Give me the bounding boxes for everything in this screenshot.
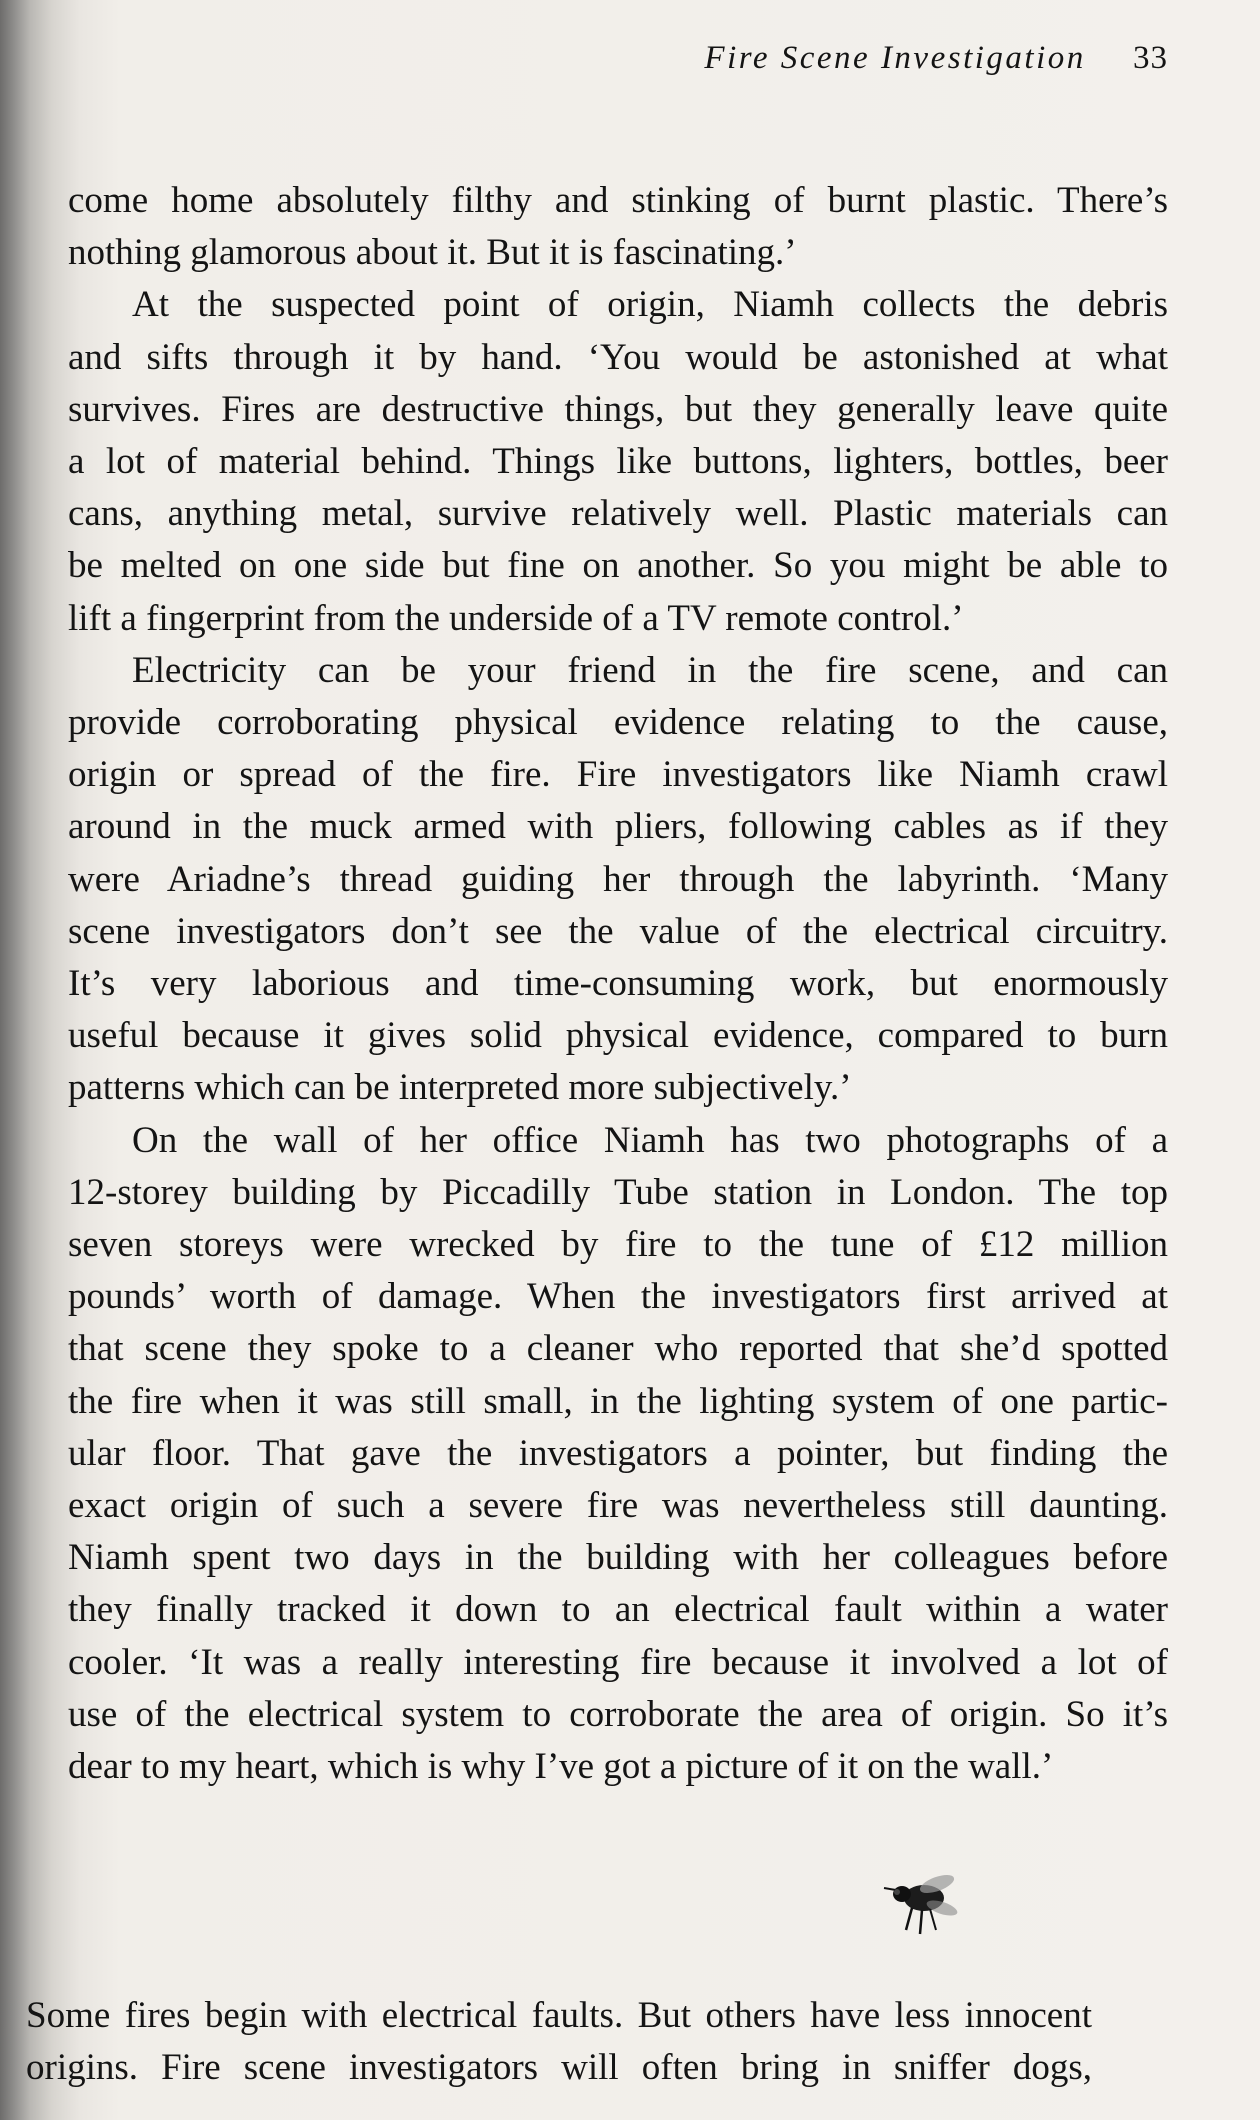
text-line: At the suspected point of origin, Niamh collects the debris — [132, 284, 1168, 326]
text-line: be melted on one side but fine on another. So you might be able to — [68, 545, 1168, 587]
paragraph — [68, 279, 1168, 644]
text-line: nothing glamorous about it. But it is fascinating.’ — [68, 232, 797, 274]
section-text — [26, 1990, 1092, 2094]
paragraph — [68, 175, 1168, 279]
text-line: a lot of material behind. Things like buttons, lighters, bottles, beer — [68, 441, 1168, 483]
fly-icon — [862, 1860, 972, 1950]
chapter-title: Fire Scene Investigation — [704, 40, 1086, 76]
text-line: cooler. ‘It was a really interesting fire because it involved a lot of — [68, 1641, 1168, 1683]
text-line: survives. Fires are destructive things, but they generally leave quite — [68, 388, 1168, 430]
text-line: 12-storey building by Piccadilly Tube station in London. The top — [68, 1171, 1168, 1213]
text-line: Electricity can be your friend in the fire scene, and can — [132, 649, 1168, 691]
text-line: lift a fingerprint from the underside of a TV remote control.’ — [68, 597, 964, 639]
text-line: seven storeys were wrecked by fire to the tune of £12 million — [68, 1224, 1168, 1266]
text-line: On the wall of her office Niamh has two photographs of a — [132, 1119, 1168, 1161]
text-line: come home absolutely filthy and stinking of burnt plastic. There’s — [68, 180, 1168, 221]
text-line: exact origin of such a severe fire was nevertheless still daunting. — [68, 1485, 1168, 1527]
text-line: scene investigators don’t see the value of the electrical circuitry. — [68, 910, 1168, 952]
text-line: and sifts through it by hand. ‘You would be astonished at what — [68, 336, 1168, 378]
text-line: the fire when it was still small, in the lighting system of one partic- — [68, 1380, 1168, 1422]
text-line: they finally tracked it down to an electrical fault within a water — [68, 1589, 1168, 1631]
text-line: were Ariadne’s thread guiding her through the labyrinth. ‘Many — [68, 858, 1168, 900]
text-line: It’s very laborious and time-consuming work, but enormously — [68, 963, 1168, 1005]
text-line: around in the muck armed with pliers, following cables as if they — [68, 806, 1168, 848]
text-line: ular floor. That gave the investigators a pointer, but finding the — [68, 1432, 1168, 1474]
page-number: 33 — [1133, 40, 1168, 76]
text-line: useful because it gives solid physical evidence, compared to burn — [68, 1015, 1168, 1057]
text-line: origin or spread of the fire. Fire investigators like Niamh crawl — [68, 754, 1168, 796]
text-line: origins. Fire scene investigators will often bring in sniffer dogs, — [26, 2047, 1092, 2088]
text-line: dear to my heart, which is why I’ve got a picture of it on the wall.’ — [68, 1746, 1054, 1788]
text-line: patterns which can be interpreted more subjectively.’ — [68, 1067, 852, 1109]
text-line: pounds’ worth of damage. When the investigators first arrived at — [68, 1276, 1168, 1318]
paragraph — [68, 1115, 1168, 1794]
body-text — [68, 175, 1168, 1793]
text-line: Niamh spent two days in the building with her colleagues before — [68, 1537, 1168, 1579]
text-line: use of the electrical system to corroborate the area of origin. So it’s — [68, 1693, 1168, 1735]
text-line: that scene they spoke to a cleaner who reported that she’d spotted — [68, 1328, 1168, 1370]
paragraph — [68, 645, 1168, 1115]
running-head — [704, 40, 1168, 77]
text-line: cans, anything metal, survive relatively well. Plastic materials can — [68, 493, 1168, 535]
text-line: provide corroborating physical evidence relating to the cause, — [68, 702, 1168, 744]
text-line: Some fires begin with electrical faults. But others have less innocent — [26, 1995, 1092, 2036]
